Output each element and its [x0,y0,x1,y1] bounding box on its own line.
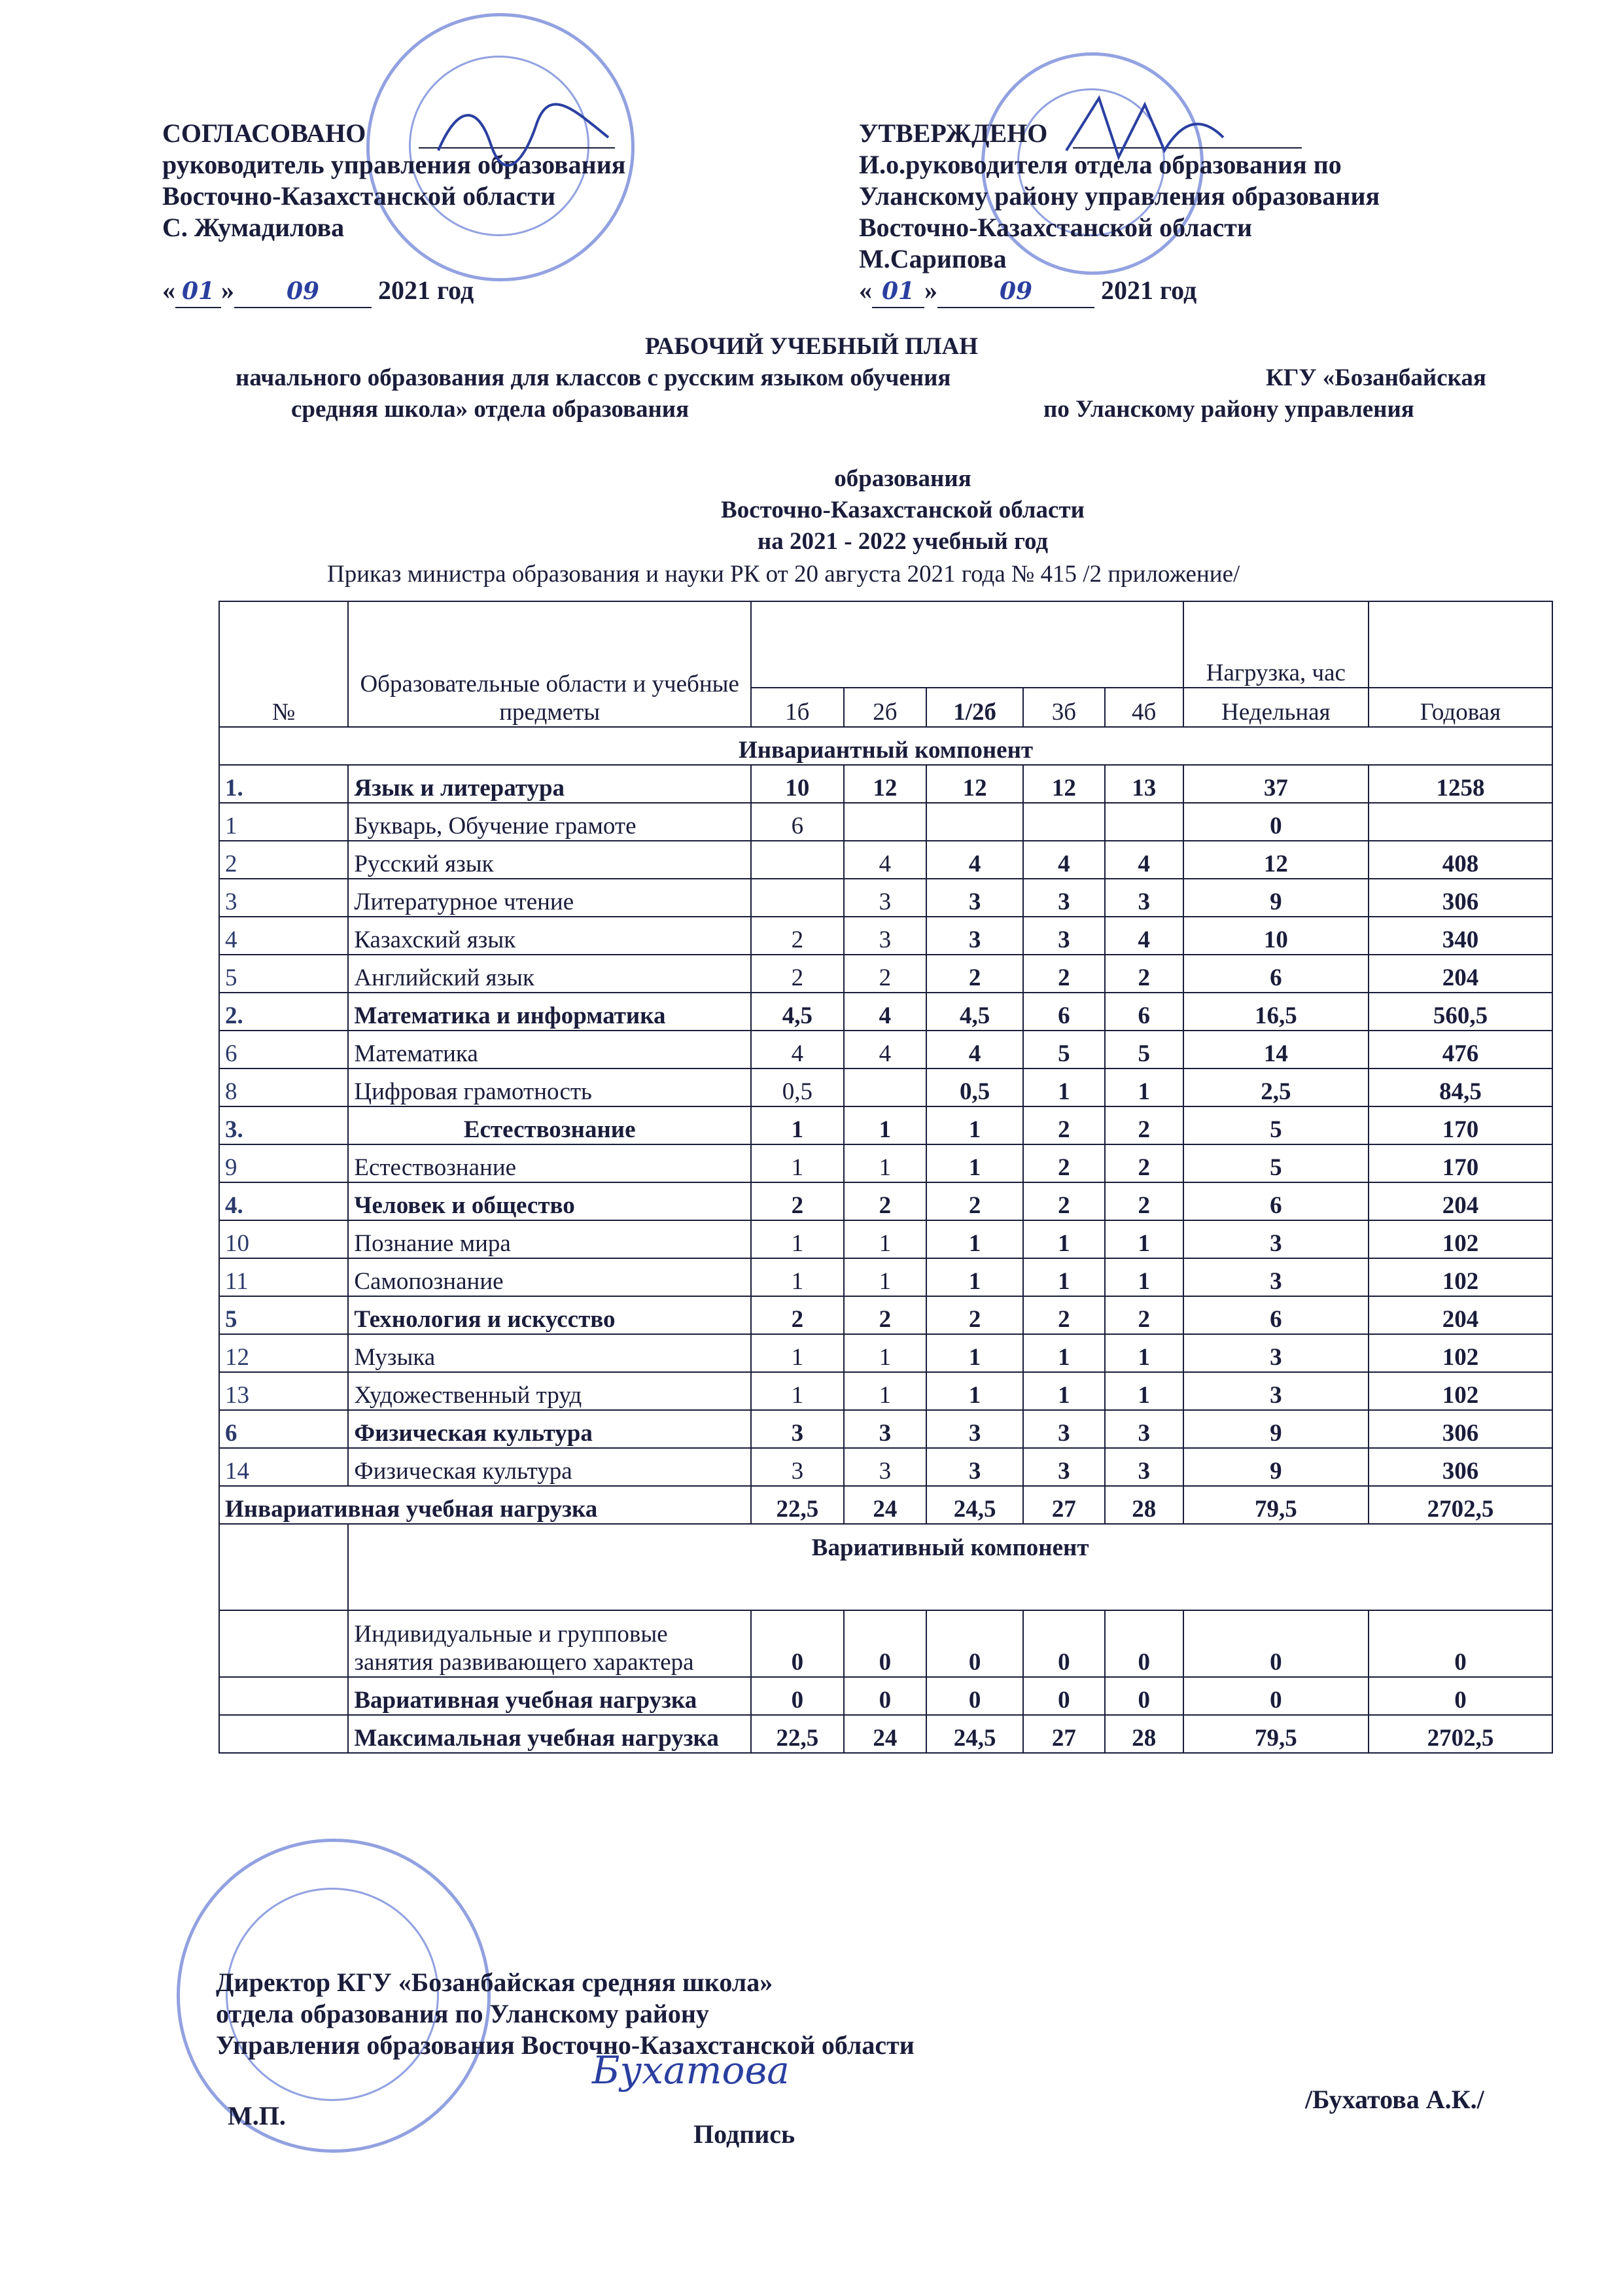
row-weekly: 37 [1183,765,1369,803]
table-row [219,1106,1552,1144]
table-row [219,1144,1552,1182]
row-subject: Математика [348,1031,751,1069]
row-class-hours: 1 [1105,1220,1183,1258]
table-row [219,1610,1552,1677]
handwritten-day: 01 [872,275,924,308]
row-class-hours: 2 [751,1182,844,1220]
row-class-hours: 2 [926,1296,1023,1334]
subject-rows [219,765,1552,1486]
approval-line: М.Сарипова [859,244,1007,274]
table-row [219,917,1552,955]
row-class-hours: 4,5 [751,993,844,1031]
row-class-hours: 2 [844,1296,927,1334]
row-class-hours: 1 [751,1258,844,1296]
row-number: 1. [219,765,348,803]
row-yearly: 102 [1369,1334,1552,1372]
variative-weekly: 79,5 [1183,1715,1369,1753]
row-class-hours: 4 [751,1031,844,1069]
row-yearly: 306 [1369,1410,1552,1448]
row-class-hours: 3 [751,1448,844,1486]
row-class-hours: 1 [926,1220,1023,1258]
table-row [219,1334,1552,1372]
variative-yearly: 2702,5 [1369,1715,1552,1753]
table-row [219,765,1552,803]
row-number: 4 [219,917,348,955]
table-row [219,1677,1552,1715]
signature-mark-right [1060,92,1230,170]
header-subject: Образовательные области и учебные предметы [348,601,751,727]
invariant-total-value: 27 [1023,1486,1104,1524]
row-yearly: 476 [1369,1031,1552,1069]
row-class-hours: 3 [844,917,927,955]
title-line: средняя школа» отдела образования [291,396,689,423]
row-subject: Букварь, Обучение грамоте [348,803,751,841]
row-number: 2. [219,993,348,1031]
director-name: /Бухатова А.К./ [1305,2085,1484,2114]
variative-class-hours: 0 [1105,1610,1183,1677]
row-class-hours: 4 [1105,841,1183,879]
row-class-hours: 3 [1105,1410,1183,1448]
approval-block-left: СОГЛАСОВАНО руководитель управления образования Восточно-Казахстанской области С. Жумадилова « 01 » 09 2021 год [162,118,625,306]
row-weekly: 5 [1183,1106,1369,1144]
row-yearly: 306 [1369,1448,1552,1486]
row-number: 4. [219,1182,348,1220]
director-line: отдела образования по Уланскому району [216,1999,709,2028]
row-class-hours: 1 [1105,1258,1183,1296]
row-number: 8 [219,1069,348,1106]
row-subject: Художественный труд [348,1372,751,1410]
variative-weekly: 0 [1183,1610,1369,1677]
table-row [219,803,1552,841]
row-class-hours: 1 [1023,1372,1104,1410]
row-class-hours: 3 [926,917,1023,955]
table-row [219,1031,1552,1069]
table-row [219,1182,1552,1220]
row-class-hours: 2 [1105,1106,1183,1144]
row-class-hours: 4 [844,841,927,879]
row-number: 13 [219,1372,348,1410]
variative-class-hours: 0 [1023,1677,1104,1715]
row-class-hours: 1 [751,1144,844,1182]
handwritten-day: 01 [175,275,221,308]
table-row [219,1258,1552,1296]
row-class-hours: 1 [844,1144,927,1182]
row-yearly: 102 [1369,1372,1552,1410]
row-class-hours: 2 [1023,1144,1104,1182]
approval-line: руководитель управления образования [162,150,626,179]
row-class-hours: 4 [1023,841,1104,879]
row-class-hours: 3 [1105,1448,1183,1486]
approval-block-right: УТВЕРЖДЕНО И.о.руководителя отдела образования по Уланскому району управления образования Восточно-Казахстанской области М.Сарипова « 01 » 09 2021 год [859,118,1380,306]
table-row [219,993,1552,1031]
invariant-total-value: 28 [1105,1486,1183,1524]
row-class-hours: 2 [1023,1182,1104,1220]
row-yearly: 204 [1369,955,1552,993]
director-line: Управления образования Восточно-Казахстанской области [216,2030,915,2060]
header-class: 4б [1105,688,1183,727]
table-row [219,1410,1552,1448]
row-class-hours: 2 [1105,955,1183,993]
row-subject: Естествознание [348,1106,751,1144]
variative-class-hours: 28 [1105,1715,1183,1753]
row-class-hours: 1 [1105,1334,1183,1372]
invariant-total-label: Инвариативная учебная нагрузка [219,1486,751,1524]
variative-yearly: 0 [1369,1677,1552,1715]
approval-year: 2021 год [378,275,474,305]
row-number: 12 [219,1334,348,1372]
table-row [219,1220,1552,1258]
approval-line: Уланскому району управления образования [859,181,1380,211]
row-class-hours [751,879,844,917]
row-subject: Самопознание [348,1258,751,1296]
variative-class-hours: 0 [751,1610,844,1677]
row-yearly: 560,5 [1369,993,1552,1031]
row-class-hours: 1 [926,1106,1023,1144]
handwritten-month: 09 [937,275,1094,308]
row-class-hours: 4 [844,993,927,1031]
approval-line: С. Жумадилова [162,213,345,242]
row-subject: Математика и информатика [348,993,751,1031]
title-line: начального образования для классов с русским языком обучения [236,364,951,391]
row-class-hours: 3 [926,879,1023,917]
row-class-hours: 2 [1023,1296,1104,1334]
variative-class-hours: 0 [844,1610,927,1677]
variative-class-hours: 0 [844,1677,927,1715]
row-number: 5 [219,1296,348,1334]
variative-class-hours: 0 [926,1610,1023,1677]
approval-line: Восточно-Казахстанской области [859,213,1252,242]
row-class-hours: 2 [1105,1296,1183,1334]
row-class-hours: 1 [751,1106,844,1144]
variative-class-hours: 0 [1105,1677,1183,1715]
invariant-total-value: 24 [844,1486,927,1524]
row-subject: Физическая культура [348,1448,751,1486]
table-row [219,1715,1552,1753]
row-class-hours: 2 [844,1182,927,1220]
variative-yearly: 0 [1369,1610,1552,1677]
handwritten-month: 09 [234,275,372,308]
row-number: 3 [219,879,348,917]
row-weekly: 6 [1183,1296,1369,1334]
title-line: образования [834,465,971,492]
row-number: 6 [219,1031,348,1069]
row-class-hours [844,803,927,841]
row-weekly: 10 [1183,917,1369,955]
row-class-hours: 1 [1023,1069,1104,1106]
row-weekly: 9 [1183,879,1369,917]
invariant-total-value: 24,5 [926,1486,1023,1524]
row-class-hours: 6 [1105,993,1183,1031]
row-subject: Познание мира [348,1220,751,1258]
row-class-hours: 1 [1023,1334,1104,1372]
row-class-hours: 4 [1105,917,1183,955]
row-yearly: 102 [1369,1220,1552,1258]
row-subject: Человек и общество [348,1182,751,1220]
row-class-hours: 3 [1023,917,1104,955]
invariant-total-weekly: 79,5 [1183,1486,1369,1524]
row-class-hours [1023,803,1104,841]
row-yearly: 102 [1369,1258,1552,1296]
row-subject: Физическая культура [348,1410,751,1448]
variative-label: Вариативная учебная нагрузка [348,1677,751,1715]
director-block [216,1967,915,2061]
row-class-hours: 2 [926,1182,1023,1220]
row-class-hours: 1 [844,1372,927,1410]
signature-mark-left [432,98,615,170]
row-class-hours: 2 [751,955,844,993]
row-subject: Литературное чтение [348,879,751,917]
title-line: КГУ «Бозанбайская [1266,364,1486,391]
header-class: 1б [751,688,844,727]
director-signature: Бухатова [592,2048,790,2093]
row-class-hours: 5 [1023,1031,1104,1069]
variative-weekly: 0 [1183,1677,1369,1715]
row-number: 11 [219,1258,348,1296]
approval-heading: СОГЛАСОВАНО [162,118,366,148]
row-class-hours: 2 [1023,955,1104,993]
title-line: по Уланскому району управления [1043,396,1414,423]
row-class-hours: 3 [751,1410,844,1448]
invariant-total-yearly: 2702,5 [1369,1486,1552,1524]
row-weekly: 5 [1183,1144,1369,1182]
row-class-hours: 6 [751,803,844,841]
table-row [219,1296,1552,1334]
order-reference: Приказ министра образования и науки РК от 20 августа 2021 года № 415 /2 приложение/ [327,561,1240,588]
row-class-hours [844,1069,927,1106]
row-class-hours: 12 [1023,765,1104,803]
row-yearly [1369,803,1552,841]
row-class-hours: 1 [926,1372,1023,1410]
row-number: 9 [219,1144,348,1182]
row-weekly: 14 [1183,1031,1369,1069]
row-number: 1 [219,803,348,841]
row-subject: Цифровая грамотность [348,1069,751,1106]
row-yearly: 170 [1369,1106,1552,1144]
row-yearly: 408 [1369,841,1552,879]
row-yearly: 306 [1369,879,1552,917]
row-class-hours: 3 [1105,879,1183,917]
row-class-hours: 2 [844,955,927,993]
row-class-hours: 12 [926,765,1023,803]
row-number: 5 [219,955,348,993]
header-number: № [219,601,348,727]
header-yearly: Годовая [1369,688,1552,727]
row-weekly: 0 [1183,803,1369,841]
row-class-hours: 1 [844,1258,927,1296]
row-weekly: 9 [1183,1448,1369,1486]
row-class-hours: 2 [751,917,844,955]
variative-class-hours: 0 [1023,1610,1104,1677]
row-subject: Английский язык [348,955,751,993]
row-class-hours: 1 [1105,1069,1183,1106]
row-class-hours: 2 [1105,1144,1183,1182]
invariant-total-value: 22,5 [751,1486,844,1524]
row-number: 2 [219,841,348,879]
table-row [219,1069,1552,1106]
header-class: 3б [1023,688,1104,727]
row-class-hours: 2 [1023,1106,1104,1144]
row-yearly: 340 [1369,917,1552,955]
approval-heading: УТВЕРЖДЕНО [859,118,1048,148]
row-class-hours: 4,5 [926,993,1023,1031]
invariant-section-title: Инвариантный компонент [219,727,1552,765]
table-row [219,955,1552,993]
row-weekly: 2,5 [1183,1069,1369,1106]
variative-class-hours: 22,5 [751,1715,844,1753]
row-weekly: 6 [1183,1182,1369,1220]
director-line: Директор КГУ «Бозанбайская средняя школа» [216,1968,773,1997]
row-class-hours: 1 [926,1334,1023,1372]
variative-class-hours: 27 [1023,1715,1104,1753]
row-class-hours: 3 [844,1448,927,1486]
row-subject: Естествознание [348,1144,751,1182]
title-line: на 2021 - 2022 учебный год [757,528,1049,555]
row-class-hours: 5 [1105,1031,1183,1069]
variative-class-hours: 0 [751,1677,844,1715]
row-weekly: 12 [1183,841,1369,879]
row-class-hours: 3 [844,879,927,917]
row-number: 6 [219,1410,348,1448]
row-class-hours: 6 [1023,993,1104,1031]
row-class-hours: 10 [751,765,844,803]
row-class-hours: 1 [844,1106,927,1144]
row-subject: Казахский язык [348,917,751,955]
row-subject: Музыка [348,1334,751,1372]
row-class-hours: 1 [926,1258,1023,1296]
approval-line: И.о.руководителя отдела образования по [859,150,1342,179]
row-class-hours: 0,5 [751,1069,844,1106]
row-class-hours: 1 [751,1334,844,1372]
row-class-hours: 1 [926,1144,1023,1182]
row-number: 3. [219,1106,348,1144]
header-class: 2б [844,688,927,727]
row-number: 10 [219,1220,348,1258]
row-class-hours [751,841,844,879]
document-title: РАБОЧИЙ УЧЕБНЫЙ ПЛАН [644,333,979,360]
row-class-hours: 1 [1023,1258,1104,1296]
variative-class-hours: 24 [844,1715,927,1753]
row-yearly: 84,5 [1369,1069,1552,1106]
seal-place-label: М.П. [228,2101,286,2130]
row-number: 14 [219,1448,348,1486]
row-subject: Русский язык [348,841,751,879]
row-class-hours: 1 [1105,1372,1183,1410]
row-class-hours: 1 [751,1372,844,1410]
variative-class-hours: 0 [926,1677,1023,1715]
row-class-hours: 2 [751,1296,844,1334]
variative-label: Максимальная учебная нагрузка [348,1715,751,1753]
variative-rows [219,1610,1552,1753]
variative-section-title: Вариативный компонент [348,1524,1552,1610]
row-weekly: 3 [1183,1220,1369,1258]
approval-year: 2021 год [1101,275,1197,305]
row-weekly: 16,5 [1183,993,1369,1031]
row-yearly: 1258 [1369,765,1552,803]
row-class-hours: 3 [926,1448,1023,1486]
variative-class-hours: 24,5 [926,1715,1023,1753]
row-class-hours: 1 [1023,1220,1104,1258]
table-row [219,841,1552,879]
curriculum-table [218,601,1553,1754]
row-class-hours: 1 [751,1220,844,1258]
row-class-hours: 12 [844,765,927,803]
row-class-hours: 1 [844,1334,927,1372]
row-class-hours: 1 [844,1220,927,1258]
row-class-hours: 3 [926,1410,1023,1448]
row-yearly: 204 [1369,1296,1552,1334]
header-load: Нагрузка, час [1183,601,1369,688]
row-class-hours: 3 [1023,879,1104,917]
table-row [219,1448,1552,1486]
table-row [219,1372,1552,1410]
row-weekly: 9 [1183,1410,1369,1448]
row-yearly: 204 [1369,1182,1552,1220]
row-weekly: 3 [1183,1258,1369,1296]
variative-label: Индивидуальные и групповые занятия развивающего характера [348,1610,751,1677]
approval-line: Восточно-Казахстанской области [162,181,555,211]
row-class-hours: 4 [926,1031,1023,1069]
row-weekly: 3 [1183,1334,1369,1372]
row-class-hours [926,803,1023,841]
header-weekly: Недельная [1183,688,1369,727]
row-class-hours: 2 [926,955,1023,993]
row-class-hours [1105,803,1183,841]
row-class-hours: 4 [844,1031,927,1069]
row-class-hours: 3 [844,1410,927,1448]
row-class-hours: 0,5 [926,1069,1023,1106]
row-class-hours: 2 [1105,1182,1183,1220]
signature-label: Подпись [693,2119,795,2149]
header-class: 1/2б [926,688,1023,727]
row-class-hours: 3 [1023,1410,1104,1448]
row-class-hours: 3 [1023,1448,1104,1486]
row-subject: Технология и искусство [348,1296,751,1334]
row-subject: Язык и литература [348,765,751,803]
table-row [219,879,1552,917]
row-weekly: 3 [1183,1372,1369,1410]
row-class-hours: 4 [926,841,1023,879]
row-yearly: 170 [1369,1144,1552,1182]
row-weekly: 6 [1183,955,1369,993]
title-line: Восточно-Казахстанской области [721,497,1085,523]
row-class-hours: 13 [1105,765,1183,803]
